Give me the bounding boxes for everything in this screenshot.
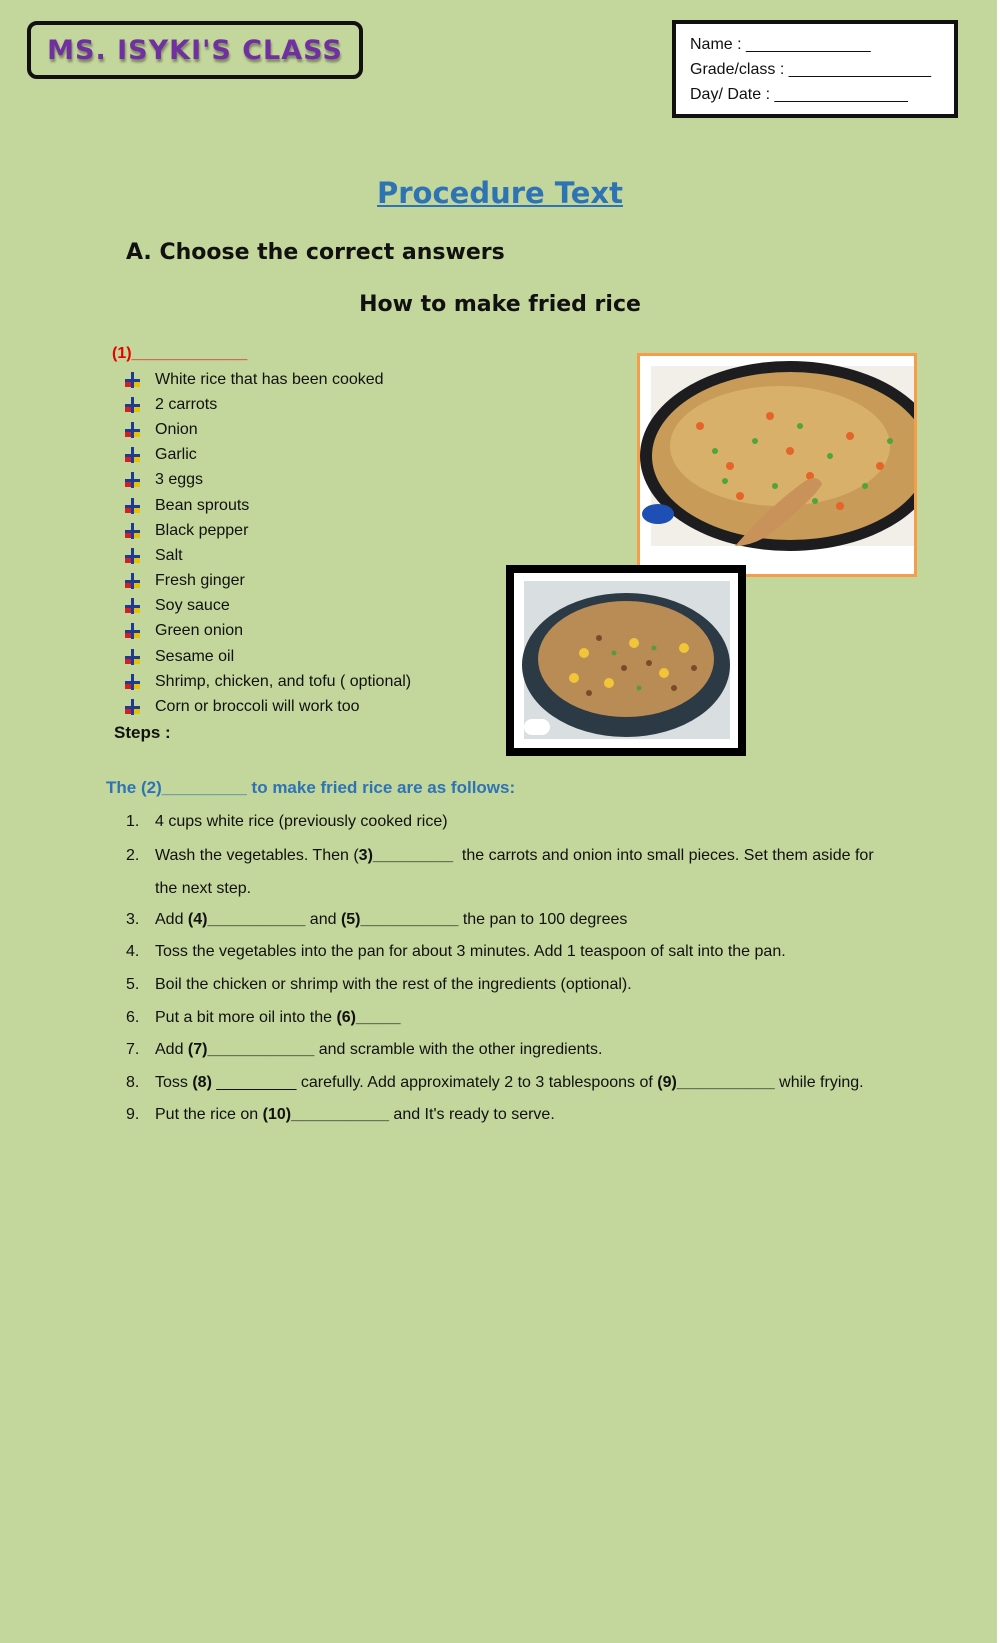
step-text: Toss bbox=[155, 1073, 193, 1091]
arrow-bullet-icon bbox=[124, 371, 142, 389]
step-text: Add bbox=[155, 1041, 188, 1059]
step-number: 1. bbox=[126, 813, 140, 831]
steps-list bbox=[126, 806, 874, 1132]
list-item bbox=[124, 443, 411, 468]
step-item bbox=[126, 936, 874, 969]
name-line: Name : ______________ bbox=[690, 36, 871, 53]
step-number: 3. bbox=[126, 910, 140, 928]
arrow-bullet-icon bbox=[124, 698, 142, 716]
list-item bbox=[124, 619, 411, 644]
step-item bbox=[126, 806, 874, 839]
step-text: the carrots and onion into small pieces. Set them aside for bbox=[452, 846, 874, 864]
blank-9: (9)___________ bbox=[657, 1073, 775, 1091]
ingredient-text: Sesame oil bbox=[155, 647, 235, 665]
page-title: Procedure Text bbox=[377, 176, 623, 210]
arrow-bullet-icon bbox=[124, 446, 142, 464]
step-text: the next step. bbox=[155, 879, 252, 897]
student-info-box bbox=[672, 20, 958, 118]
ingredient-text: Green onion bbox=[155, 622, 244, 640]
arrow-bullet-icon bbox=[124, 673, 142, 691]
intro-text-before: The bbox=[106, 778, 141, 797]
ingredient-text: Salt bbox=[155, 546, 183, 564]
arrow-bullet-icon bbox=[124, 396, 142, 414]
blank-5: (5)___________ bbox=[340, 910, 459, 928]
list-item bbox=[124, 569, 411, 594]
list-item bbox=[124, 392, 411, 417]
ingredient-text: Corn or broccoli will work too bbox=[155, 698, 360, 716]
step-number: 7. bbox=[126, 1041, 140, 1059]
ingredient-text: Black pepper bbox=[155, 521, 249, 539]
ingredient-text: Bean sprouts bbox=[155, 496, 250, 514]
steps-intro bbox=[106, 778, 515, 798]
step-item bbox=[126, 904, 874, 937]
step-number: 5. bbox=[126, 976, 140, 994]
arrow-bullet-icon bbox=[124, 497, 142, 515]
step-item bbox=[126, 1034, 874, 1067]
ingredient-list bbox=[124, 367, 411, 720]
grade-line: Grade/class : ________________ bbox=[690, 61, 932, 78]
step-number: 2. bbox=[126, 846, 140, 864]
step-text: and bbox=[305, 910, 341, 928]
list-item bbox=[124, 543, 411, 568]
blank-1: (1)_____________ bbox=[112, 345, 248, 362]
ingredient-text: Garlic bbox=[155, 446, 197, 464]
fried-rice-bowl-photo bbox=[506, 565, 746, 756]
ingredient-text: Onion bbox=[155, 420, 198, 438]
list-item bbox=[124, 493, 411, 518]
step-text: Toss the vegetables into the pan for about 3 minutes. Add 1 teaspoon of salt into the pan. bbox=[155, 943, 786, 961]
fried-rice-skillet-photo bbox=[637, 353, 917, 577]
arrow-bullet-icon bbox=[124, 522, 142, 540]
step-number: 6. bbox=[126, 1008, 140, 1026]
arrow-bullet-icon bbox=[124, 572, 142, 590]
ingredient-text: White rice that has been cooked bbox=[155, 370, 384, 388]
blank-2: (2)_________ bbox=[140, 778, 247, 797]
date-line: Day/ Date : _______________ bbox=[690, 86, 908, 103]
arrow-bullet-icon bbox=[124, 597, 142, 615]
arrow-bullet-icon bbox=[124, 622, 142, 640]
step-text: Put a bit more oil into the bbox=[155, 1008, 337, 1026]
blank-3: 3)_________ bbox=[358, 846, 453, 864]
step-text: Wash the vegetables. Then ( bbox=[155, 846, 359, 864]
step-text: Put the rice on bbox=[155, 1106, 263, 1124]
arrow-bullet-icon bbox=[124, 471, 142, 489]
blank-10: (10)___________ bbox=[262, 1106, 389, 1124]
list-item bbox=[124, 694, 411, 719]
fried-rice-bowl-image bbox=[514, 573, 738, 748]
list-item bbox=[124, 417, 411, 442]
blank-8: (8) bbox=[192, 1073, 212, 1091]
step-item bbox=[126, 839, 874, 904]
list-item bbox=[124, 468, 411, 493]
class-title: MS. ISYKI'S CLASS bbox=[47, 34, 343, 66]
steps-label: Steps : bbox=[114, 723, 171, 742]
intro-text-after: to make fried rice are as follows: bbox=[246, 778, 516, 797]
arrow-bullet-icon bbox=[124, 648, 142, 666]
class-label-box bbox=[27, 21, 363, 79]
step-text: the pan to 100 degrees bbox=[458, 910, 628, 928]
step-text: and scramble with the other ingredients. bbox=[314, 1041, 603, 1059]
step-item bbox=[126, 1099, 874, 1132]
list-item bbox=[124, 594, 411, 619]
step-text: Boil the chicken or shrimp with the rest of the ingredients (optional). bbox=[155, 976, 632, 994]
step-item bbox=[126, 969, 874, 1002]
step-item bbox=[126, 1067, 874, 1100]
step-number: 9. bbox=[126, 1106, 140, 1124]
step-text: and It's ready to serve. bbox=[388, 1106, 555, 1124]
step-item bbox=[126, 1001, 874, 1034]
step-text: _________ carefully. Add approximately 2 to 3 tablespoons of bbox=[211, 1073, 658, 1091]
step-text: 4 cups white rice (previously cooked rice) bbox=[155, 813, 448, 831]
arrow-bullet-icon bbox=[124, 547, 142, 565]
ingredient-text: Shrimp, chicken, and tofu ( optional) bbox=[155, 672, 412, 690]
list-item bbox=[124, 644, 411, 669]
fried-rice-skillet-image bbox=[640, 356, 914, 574]
ingredient-text: Fresh ginger bbox=[155, 572, 245, 590]
list-item bbox=[124, 669, 411, 694]
section-heading: A. Choose the correct answers bbox=[126, 240, 505, 265]
arrow-bullet-icon bbox=[124, 421, 142, 439]
blank-7: (7)____________ bbox=[187, 1041, 315, 1059]
ingredient-text: 2 carrots bbox=[155, 395, 218, 413]
step-text: while frying. bbox=[774, 1073, 864, 1091]
step-text: Add bbox=[155, 910, 188, 928]
ingredient-text: Soy sauce bbox=[155, 597, 230, 615]
blank-4: (4)___________ bbox=[187, 910, 306, 928]
list-item bbox=[124, 367, 411, 392]
list-item bbox=[124, 518, 411, 543]
step-number: 4. bbox=[126, 943, 140, 961]
ingredient-text: 3 eggs bbox=[155, 471, 204, 489]
step-number: 8. bbox=[126, 1073, 140, 1091]
blank-6: (6)_____ bbox=[336, 1008, 401, 1026]
recipe-title: How to make fried rice bbox=[359, 292, 641, 317]
